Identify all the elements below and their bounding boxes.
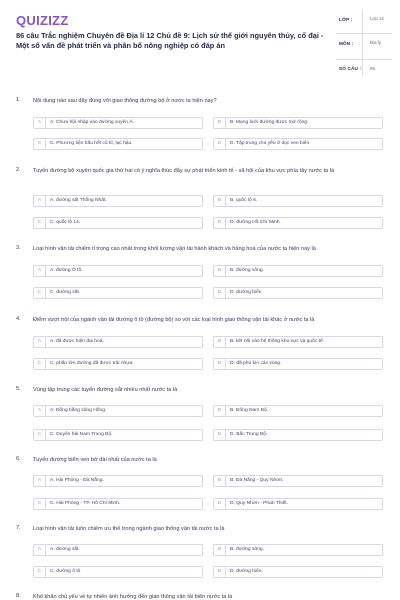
option-letter: A: [34, 337, 46, 348]
option-b[interactable]: [213, 336, 383, 348]
option-a[interactable]: [33, 336, 203, 348]
class-value: Lớp 12: [370, 16, 384, 21]
option-text: A. đường sắt.: [50, 547, 80, 552]
option-a[interactable]: [33, 117, 203, 129]
document-title: 86 câu Trắc nghiệm Chuyên đề Địa lí 12 Chủ đề 9: Lịch sử thế giới nguyên thủy, cổ đại - Một số vấn đề phát triển và phân bố nông nghiệp có đáp án: [16, 31, 324, 50]
question-text: Vùng tập trung các tuyến đường sắt nhiều nhất nước ta là: [33, 387, 178, 393]
option-letter: C: [34, 567, 46, 578]
option-a[interactable]: [33, 405, 203, 417]
count-label: SỐ CÂU :: [339, 66, 362, 71]
option-text: B. đường sông.: [230, 268, 264, 273]
option-letter: B: [214, 266, 226, 277]
option-letter: B: [214, 337, 226, 348]
option-text: C. đường ô tô: [50, 569, 81, 574]
option-text: C. quốc lộ 14.: [50, 220, 81, 225]
option-text: C. đường sắt.: [50, 290, 81, 295]
subject-value: Địa lý: [370, 40, 381, 45]
option-text: C. Duyên hải Nam Trung Bộ.: [50, 432, 113, 437]
option-d[interactable]: [213, 358, 383, 370]
option-text: A. đường Ô tô.: [50, 268, 83, 273]
option-text: C. Phương tiện hầu hết cũ kĩ, lạc hậu.: [50, 141, 133, 146]
option-letter: B: [214, 196, 226, 207]
option-d[interactable]: [213, 217, 383, 229]
quizizz-logo-icon: [16, 12, 76, 28]
option-letter: C: [34, 430, 46, 441]
option-b[interactable]: [213, 195, 383, 207]
option-c[interactable]: [33, 429, 203, 441]
option-c[interactable]: [33, 138, 203, 150]
option-text: D. Quy Nhơn - Phan Thiết.: [230, 501, 289, 506]
option-d[interactable]: [213, 498, 383, 510]
option-b[interactable]: [213, 544, 383, 556]
meta-row-class: [336, 10, 392, 34]
option-b[interactable]: [213, 265, 383, 277]
option-a[interactable]: [33, 195, 203, 207]
option-a[interactable]: [33, 265, 203, 277]
option-letter: B: [214, 118, 226, 129]
option-d[interactable]: [213, 287, 383, 299]
question-text: Tuyến đường biển ven bờ dài nhất của nước ta là: [33, 457, 157, 463]
option-c[interactable]: [33, 358, 203, 370]
meta-row-subject: [336, 34, 392, 60]
option-text: D. đã phủ kín các vùng.: [230, 361, 282, 366]
question-text: Loại hình vận tải chiếm tỉ trọng cao nhất trong khối lượng vận tải hành khách và hàng hoá của nước ta hiện nay là: [33, 246, 316, 252]
meta-row-count: [336, 60, 392, 76]
option-b[interactable]: [213, 405, 383, 417]
question-text: Tuyến đường bộ xuyên quốc gia thứ hai có ý nghĩa thúc đẩy sự phát triển kinh tế - xã hội của khu vực phía tây nước ta là: [33, 168, 335, 174]
option-letter: D: [214, 567, 226, 578]
question-number: 4.: [16, 316, 21, 322]
option-letter: A: [34, 196, 46, 207]
option-letter: A: [34, 406, 46, 417]
question-text: Điểm vượt trội của ngành vận tải đường ô tô (đường bộ) so với các loại hình giao thông vận tải khác ở nước ta là: [33, 317, 315, 323]
question-text: Loại hình vận tải luôn chiếm ưu thế trong ngành giao thông vận tải nước ta là: [33, 526, 225, 532]
option-letter: D: [214, 499, 226, 510]
option-text: B. đường sông.: [230, 547, 264, 552]
page-header: [0, 0, 400, 80]
option-text: B. Mạng lưới đường được mở rộng.: [230, 120, 309, 125]
option-text: A. Hải Phòng - Đà Nẵng.: [50, 478, 104, 483]
option-letter: B: [214, 545, 226, 556]
option-d[interactable]: [213, 566, 383, 578]
option-a[interactable]: [33, 544, 203, 556]
option-text: D. đường Hồ Chí Minh.: [230, 220, 281, 225]
question-number: 8.: [16, 593, 21, 599]
count-value: 86: [370, 66, 375, 71]
option-text: B. quốc lộ 6.: [230, 198, 258, 203]
option-letter: C: [34, 218, 46, 229]
question-number: 6.: [16, 456, 21, 462]
question-number: 5.: [16, 386, 21, 392]
option-text: B. Đà Nẵng - Quy Nhơn.: [230, 478, 284, 483]
option-text: A. đã được hiện đại hoá.: [50, 339, 104, 344]
option-c[interactable]: [33, 287, 203, 299]
option-text: D. đường biển: [230, 290, 262, 295]
class-label: LỚP :: [339, 17, 353, 22]
option-text: D. đường biển.: [230, 569, 263, 574]
option-letter: B: [214, 476, 226, 487]
question-text: Nội dung nào sau đây đúng với giao thông đường bộ ở nước ta hiện nay?: [33, 98, 217, 104]
option-letter: D: [214, 430, 226, 441]
question-text: Khó khăn chủ yếu về tự nhiên ảnh hưởng đến giao thông vận tải biển nước ta là: [33, 594, 233, 600]
option-letter: A: [34, 266, 46, 277]
option-letter: A: [34, 545, 46, 556]
meta-box: [336, 10, 392, 76]
option-letter: D: [214, 359, 226, 370]
question-number: 2.: [16, 167, 21, 173]
option-letter: A: [34, 118, 46, 129]
option-text: A. Chưa hội nhập vào đường xuyên Á.: [50, 120, 134, 125]
option-letter: C: [34, 359, 46, 370]
option-letter: C: [34, 288, 46, 299]
option-text: B. Đông Nam Bộ.: [230, 408, 269, 413]
option-text: A. đường sắt Thống Nhất.: [50, 198, 107, 203]
option-c[interactable]: [33, 217, 203, 229]
svg-text:QUIZIZZ: QUIZIZZ: [16, 13, 69, 28]
option-d[interactable]: [213, 138, 383, 150]
option-d[interactable]: [213, 429, 383, 441]
option-text: A. Đồng bằng sông Hồng.: [50, 408, 107, 413]
option-letter: D: [214, 218, 226, 229]
option-letter: D: [214, 139, 226, 150]
option-letter: C: [34, 139, 46, 150]
question-number: 1.: [16, 97, 21, 103]
option-letter: D: [214, 288, 226, 299]
option-text: D. Bắc Trung Bộ.: [230, 432, 268, 437]
option-letter: C: [34, 499, 46, 510]
option-text: C. phần lớn đường đã được trải nhựa.: [50, 361, 134, 366]
subject-label: MÔN :: [339, 41, 354, 46]
option-text: C. Hải Phòng - TP. Hồ Chí Minh.: [50, 501, 121, 506]
question-number: 3.: [16, 245, 21, 251]
option-b[interactable]: [213, 117, 383, 129]
option-text: B. kết nối vào hệ thống khu vực và quốc tế.: [230, 339, 325, 344]
question-number: 7.: [16, 525, 21, 531]
quizizz-logo: [16, 12, 76, 28]
option-a[interactable]: [33, 475, 203, 487]
option-c[interactable]: [33, 566, 203, 578]
option-letter: A: [34, 476, 46, 487]
option-b[interactable]: [213, 475, 383, 487]
option-text: D. Tập trung chủ yếu ở dọc ven biển.: [230, 141, 311, 146]
option-letter: B: [214, 406, 226, 417]
option-c[interactable]: [33, 498, 203, 510]
